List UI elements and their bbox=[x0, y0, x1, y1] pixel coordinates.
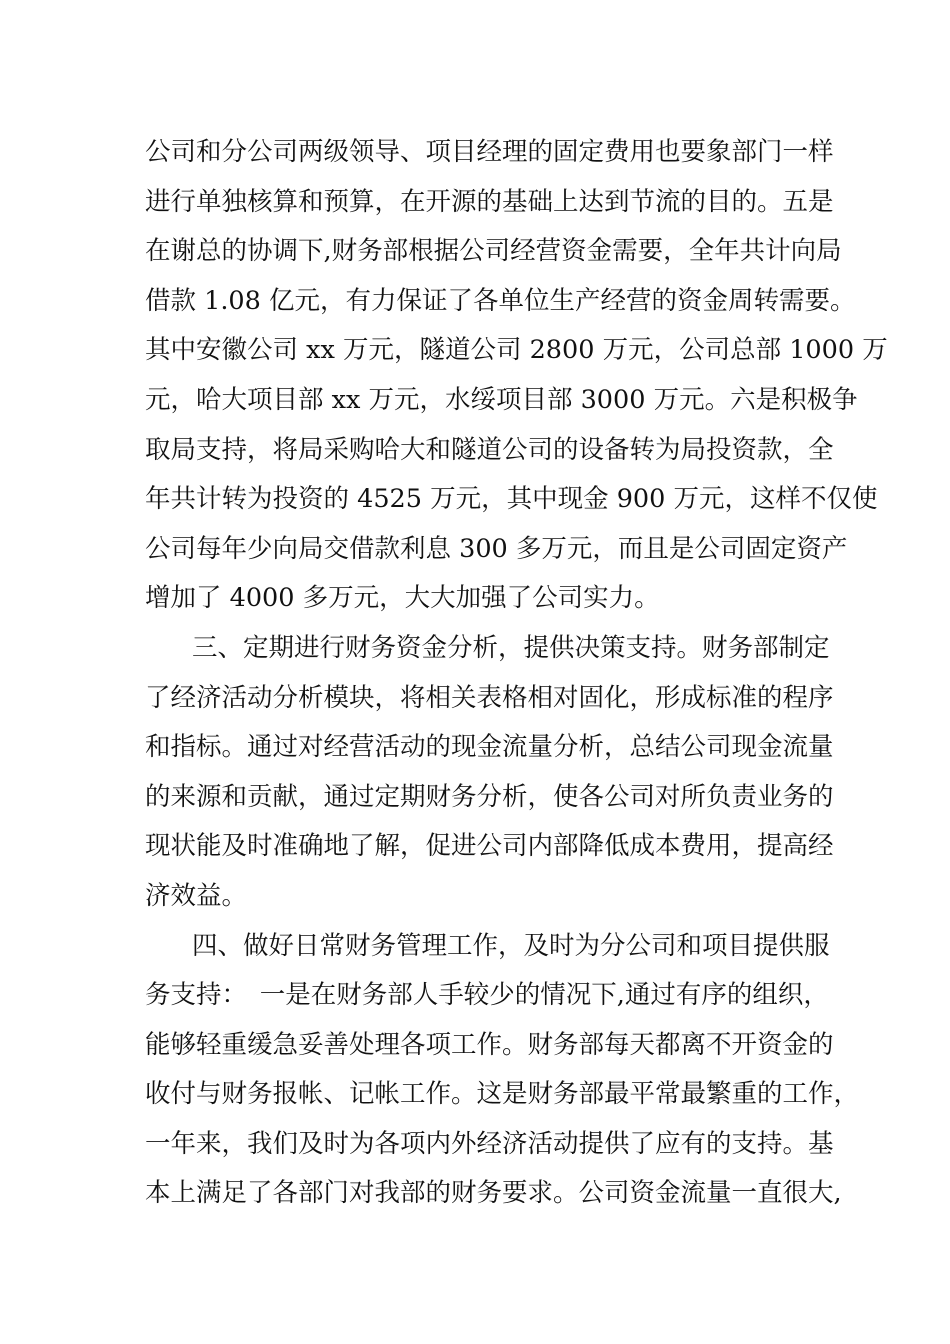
text-line: 公司和分公司两级领导、项目经理的固定费用也要象部门一样 bbox=[145, 137, 834, 167]
text-line: 增加了 4000 多万元，大大加强了公司实力。 bbox=[145, 583, 660, 614]
text-line: 其中安徽公司 xx 万元，隧道公司 2800 万元，公司总部 1000 万 bbox=[145, 335, 888, 366]
text-line: 年共计转为投资的 4525 万元，其中现金 900 万元，这样不仅使 bbox=[145, 484, 878, 515]
text-line-first-indented: 三、定期进行财务资金分析，提供决策支持。财务部制定 bbox=[192, 632, 830, 663]
text-line: 济效益。 bbox=[145, 880, 248, 911]
text-line: 在谢总的协调下,财务部根据公司经营资金需要，全年共计向局 bbox=[145, 236, 842, 267]
text-line-first-indented: 四、做好日常财务管理工作，及时为分公司和项目提供服 bbox=[192, 930, 830, 961]
paragraph-1 bbox=[145, 128, 888, 624]
text-line: 能够轻重缓急妥善处理各项工作。财务部每天都离不开资金的 bbox=[145, 1029, 834, 1060]
text-line: 本上满足了各部门对我部的财务要求。公司资金流量一直很大, bbox=[145, 1178, 842, 1209]
text-line: 务支持： 一是在财务部人手较少的情况下,通过有序的组织， bbox=[145, 980, 829, 1011]
paragraph-section-4 bbox=[145, 922, 860, 1220]
text-line: 借款 1.08 亿元，有力保证了各单位生产经营的资金周转需要。 bbox=[145, 285, 856, 316]
text-line: 取局支持，将局采购哈大和隧道公司的设备转为局投资款，全 bbox=[145, 434, 834, 465]
document-body bbox=[145, 128, 888, 1219]
text-line: 收付与财务报帐、记帐工作。这是财务部最平常最繁重的工作， bbox=[145, 1079, 860, 1110]
text-line: 了经济活动分析模块，将相关表格相对固化，形成标准的程序 bbox=[145, 682, 834, 713]
text-line: 元，哈大项目部 xx 万元，水绥项目部 3000 万元。六是积极争 bbox=[145, 384, 858, 415]
text-line: 进行单独核算和预算，在开源的基础上达到节流的目的。五是 bbox=[145, 186, 834, 217]
paragraph-section-3 bbox=[145, 624, 834, 922]
text-line: 现状能及时准确地了解，促进公司内部降低成本费用，提高经 bbox=[145, 831, 834, 862]
text-line: 一年来，我们及时为各项内外经济活动提供了应有的支持。基 bbox=[145, 1128, 834, 1159]
text-line: 的来源和贡献，通过定期财务分析，使各公司对所负责业务的 bbox=[145, 781, 834, 812]
text-line: 和指标。通过对经营活动的现金流量分析，总结公司现金流量 bbox=[145, 732, 834, 763]
text-line: 公司每年少向局交借款利息 300 多万元，而且是公司固定资产 bbox=[145, 533, 848, 564]
